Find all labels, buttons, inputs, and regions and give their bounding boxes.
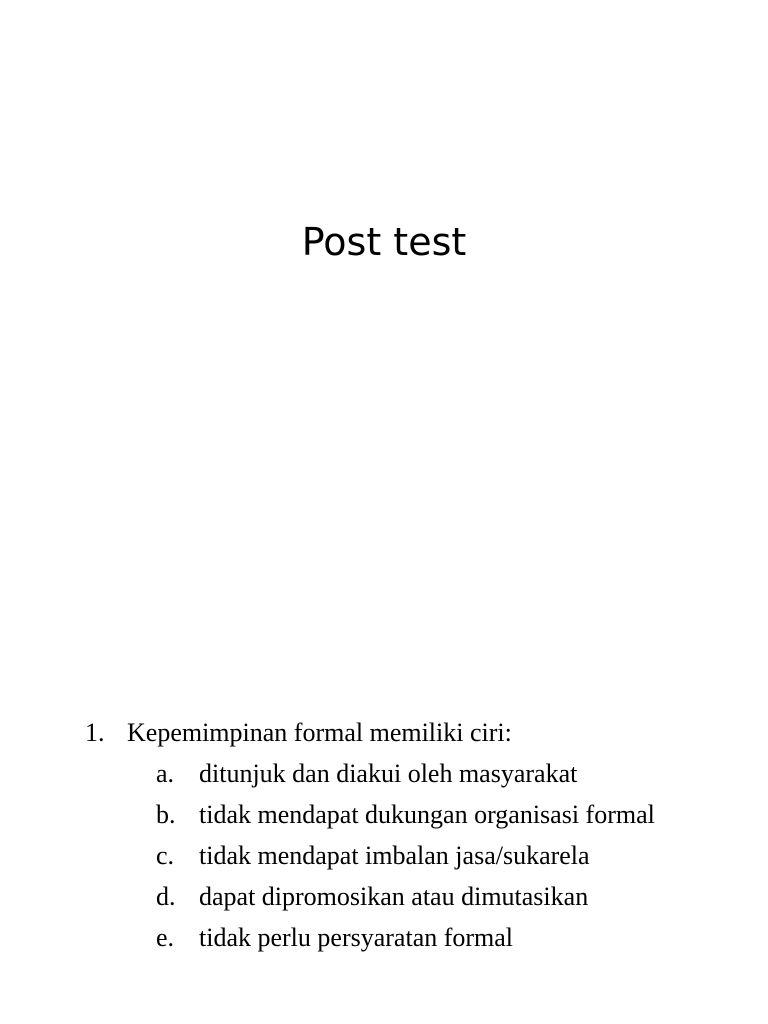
- question-text: Kepemimpinan formal memiliki ciri:: [127, 718, 512, 747]
- option-text: ditunjuk dan diakui oleh masyarakat: [199, 759, 578, 788]
- option-text: tidak mendapat imbalan jasa/sukarela: [199, 841, 590, 870]
- option-letter: e.: [156, 923, 175, 952]
- option-text: dapat dipromosikan atau dimutasikan: [199, 882, 589, 911]
- option-letter: b.: [156, 800, 176, 829]
- question-number: 1.: [85, 718, 105, 747]
- option-letter: d.: [156, 882, 176, 911]
- option-letter: c.: [156, 841, 175, 870]
- option-text: tidak mendapat dukungan organisasi formal: [199, 800, 655, 829]
- page-title: Post test: [301, 220, 467, 264]
- option-text: tidak perlu persyaratan formal: [199, 923, 514, 952]
- option-letter: a.: [156, 759, 175, 788]
